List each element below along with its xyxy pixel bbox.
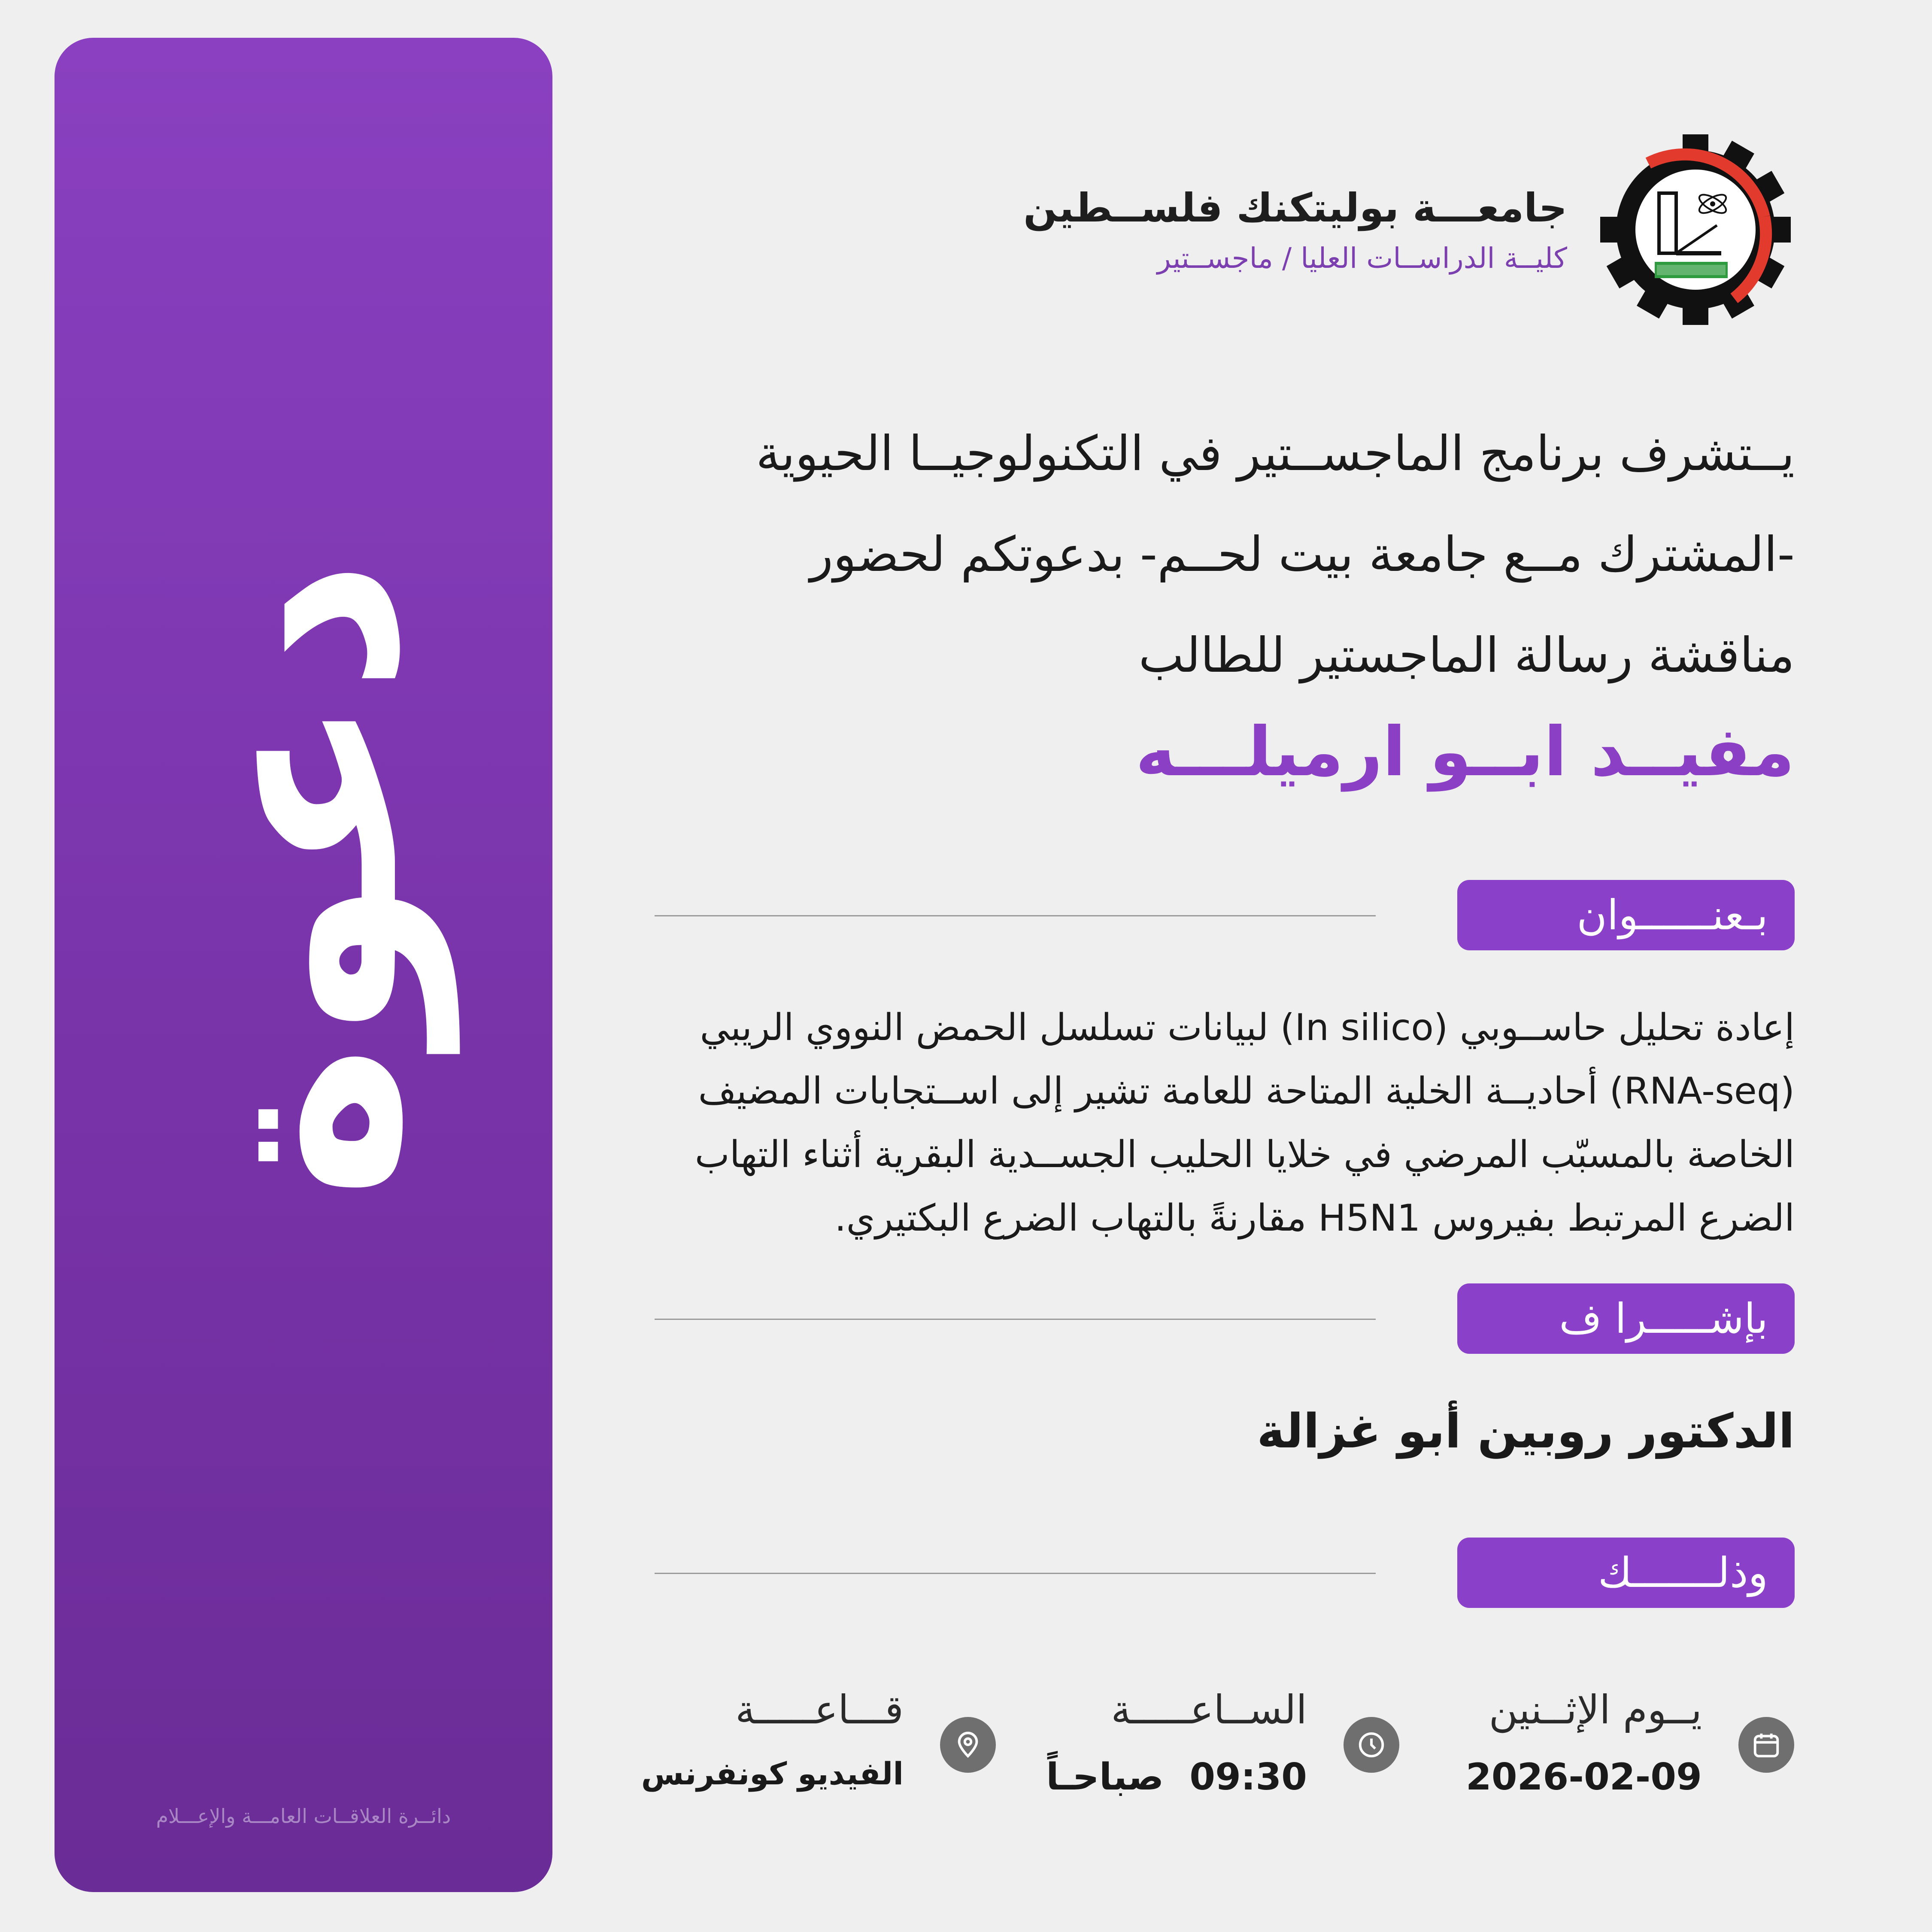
place-value: الفيديو كونفرنس: [641, 1756, 904, 1792]
side-panel: [55, 38, 552, 1892]
thesis-title-line-3: الخاصة بالمسبّب المرضي في خلايا الحليب الجســدية البقرية أثناء التهاب: [695, 1133, 1795, 1176]
time-number: 09:30: [1189, 1756, 1307, 1799]
university-logo: [1599, 133, 1792, 326]
intro-line-1: يــتشرف برنامج الماجســتير في التكنولوجيــا الحيوية: [756, 426, 1795, 482]
time-label: الســاعـــــة: [1111, 1687, 1307, 1733]
clock-icon: [1344, 1717, 1399, 1773]
date-label: يــوم الإثــنين: [1489, 1687, 1702, 1733]
department-footer: دائــرة العلاقــات العامـــة والإعـــلام: [156, 1805, 451, 1828]
thesis-title-line-4: الضرع المرتبط بفيروس H5N1 مقارنةً بالتهاب الضرع البكتيري.: [834, 1197, 1795, 1240]
divider-line: [655, 915, 1376, 916]
supervision-section-header: [655, 1295, 1795, 1343]
student-name: مفيــد ابــو ارميلـــه: [1135, 713, 1795, 792]
place-info: [641, 1687, 996, 1816]
time-suffix: صباحـاً: [1046, 1756, 1164, 1799]
college-name: كليــة الدراســات العليا / ماجســتير: [1157, 242, 1567, 275]
intro-line-2: -المشترك مــع جامعة بيت لحــم- بدعوتكم لحضور: [810, 527, 1795, 582]
divider-line: [655, 1319, 1376, 1320]
time-value: [1046, 1756, 1307, 1799]
thesis-title-line-1: إعادة تحليل حاســوبي (In silico) لبيانات تسلسل الحمض النووي الريبي: [700, 1006, 1795, 1049]
divider-line: [655, 1573, 1376, 1574]
invitation-word: دعوة: [149, 558, 458, 1201]
date-value: 2026-02-09: [1465, 1756, 1702, 1799]
location-pin-icon: [940, 1717, 996, 1773]
thesis-title-line-2: (RNA-seq) أحاديــة الخلية المتاحة للعامة تشير إلى اســتجابات المضيف: [698, 1070, 1795, 1113]
intro-paragraph: [650, 403, 1795, 706]
header-text: [1023, 185, 1567, 279]
title-section-header: [655, 891, 1795, 939]
date-info: [1451, 1687, 1794, 1816]
thesis-title: [655, 996, 1795, 1250]
supervision-label-pill: بإشـــــرا ف: [1457, 1283, 1795, 1354]
calendar-icon: [1738, 1717, 1794, 1773]
time-info: [1047, 1687, 1399, 1816]
details-label-pill: وذلـــــــك: [1457, 1538, 1795, 1608]
title-label-pill: بـعنــــــوان: [1457, 880, 1795, 950]
intro-line-3: مناقشة رسالة الماجستير للطالب: [1138, 628, 1795, 683]
details-section-header: [655, 1549, 1795, 1597]
supervisor-name: الدكتور روبين أبو غزالة: [1257, 1404, 1795, 1459]
university-name: جامعـــة بوليتكنك فلســطين: [1023, 185, 1567, 231]
place-label: قـــاعـــــة: [735, 1687, 904, 1733]
